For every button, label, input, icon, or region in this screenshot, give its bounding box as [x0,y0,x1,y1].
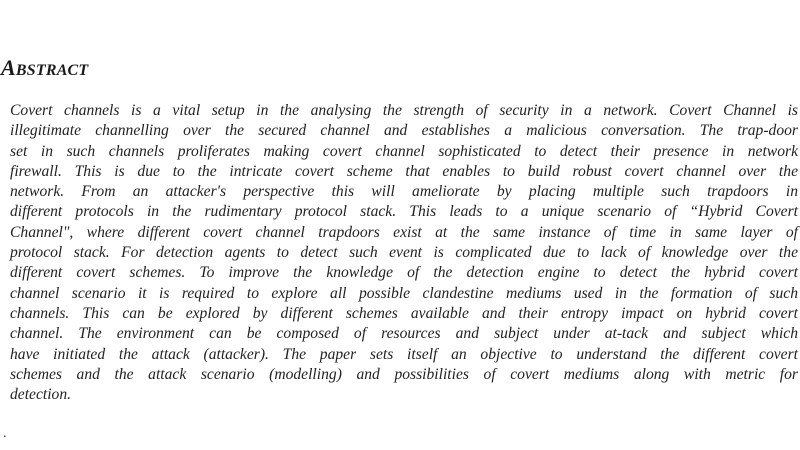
abstract-line: channels. This can be explored by different schemes available and their entropy impact on hybrid covert [10,304,798,322]
abstract-line: channel. The environment can be composed of resources and subject under at-tack and subject which [10,325,798,343]
abstract-line: detection. [10,386,72,404]
abstract-line: set in such channels proliferates making covert channel sophisticated to detect their presence in network [10,142,798,160]
abstract-line: illegitimate channelling over the secured channel and establishes a malicious conversation. The trap-door [10,122,798,140]
abstract-line: firewall. This is due to the intricate covert scheme that enables to build robust covert channel over the [10,162,798,180]
abstract-line: protocol stack. For detection agents to detect such event is complicated due to lack of knowledge over the [10,244,798,262]
abstract-heading [1,55,88,81]
abstract-line: Channel", where different covert channel trapdoors exist at the same instance of time in same layer of [10,223,798,241]
abstract-line: schemes and the attack scenario (modelling) and possibilities of covert mediums along with metric for [10,365,798,383]
abstract-line: Covert channels is a vital setup in the analysing the strength of security in a network. Covert Channel is [10,102,798,119]
abstract-line: different protocols in the rudimentary protocol stack. This leads to a unique scenario of “Hybrid Covert [10,203,798,221]
abstract-line: different covert schemes. To improve the knowledge of the detection engine to detect the hybrid covert [10,264,798,282]
abstract-line: channel scenario it is required to explore all possible clandestine mediums used in the formation of such [10,284,798,302]
heading-initial: A [1,55,16,80]
abstract-line: network. From an attacker's perspective this will ameliorate by placing multiple such trapdoors in [10,183,798,201]
stray-period-mark: . [3,426,7,441]
abstract-line: have initiated the attack (attacker). The paper sets itself an objective to understand the different covert [10,345,798,363]
heading-rest: BSTRACT [15,62,89,79]
abstract-text [10,101,798,405]
